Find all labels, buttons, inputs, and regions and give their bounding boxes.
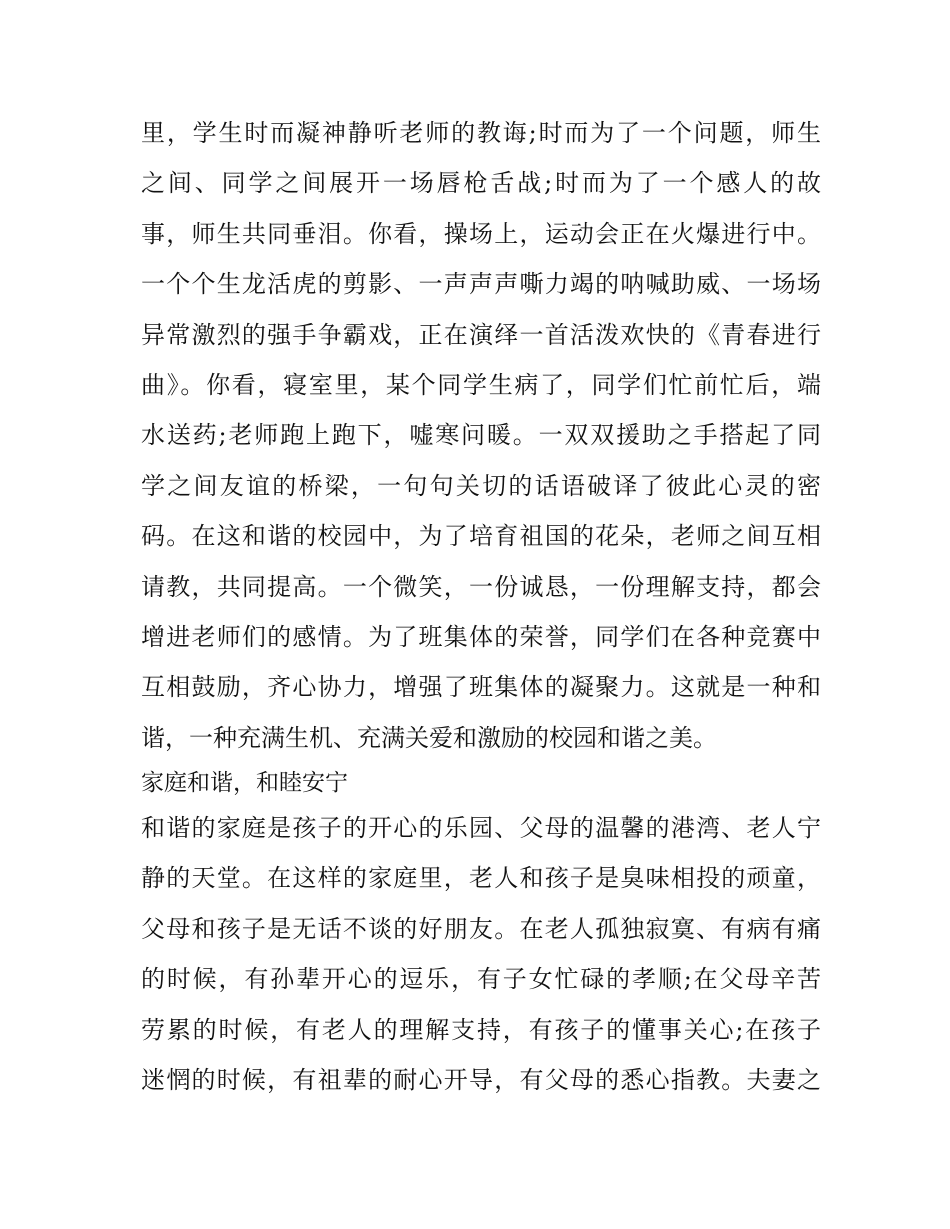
paragraph-line: 一个个生龙活虎的剪影、一声声声嘶力竭的呐喊助威、一场场 bbox=[141, 270, 821, 299]
paragraph-line: 迷惘的时候，有祖辈的耐心开导，有父母的悉心指教。夫妻之 bbox=[141, 1066, 821, 1095]
paragraph-line: 谐，一种充满生机、充满关爱和激励的校园和谐之美。 bbox=[141, 723, 717, 752]
paragraph-line: 和谐的家庭是孩子的开心的乐园、父母的温馨的港湾、老人宁 bbox=[141, 814, 821, 843]
paragraph-line: 码。在这和谐的校园中，为了培育祖国的花朵，老师之间互相 bbox=[141, 522, 821, 551]
paragraph-line: 里，学生时而凝神静听老师的教诲;时而为了一个问题，师生 bbox=[141, 119, 821, 147]
paragraph-line: 之间、同学之间展开一场唇枪舌战;时而为了一个感人的故 bbox=[141, 169, 821, 198]
paragraph-line: 互相鼓励，齐心协力，增强了班集体的凝聚力。这就是一种和 bbox=[141, 673, 821, 702]
paragraph-line: 劳累的时候，有老人的理解支持，有孩子的懂事关心;在孩子 bbox=[141, 1015, 821, 1044]
paragraph-line: 水送药;老师跑上跑下，嘘寒问暖。一双双援助之手搭起了同 bbox=[141, 421, 821, 450]
section-heading: 家庭和谐，和睦安宁 bbox=[141, 770, 348, 797]
paragraph-line: 异常激烈的强手争霸戏，正在演绎一首活泼欢快的《青春进行 bbox=[141, 320, 821, 349]
paragraph-line: 的时候，有孙辈开心的逗乐，有子女忙碌的孝顺;在父母辛苦 bbox=[141, 965, 821, 994]
paragraph-line: 静的天堂。在这样的家庭里，老人和孩子是臭味相投的顽童， bbox=[141, 864, 821, 893]
paragraph-line: 请教，共同提高。一个微笑，一份诚恳，一份理解支持，都会 bbox=[141, 572, 821, 601]
document-body bbox=[141, 108, 821, 1105]
paragraph-line: 事，师生共同垂泪。你看，操场上，运动会正在火爆进行中。 bbox=[141, 219, 821, 248]
paragraph-line: 父母和孩子是无话不谈的好朋友。在老人孤独寂寞、有病有痛 bbox=[141, 914, 821, 943]
paragraph-line: 学之间友谊的桥梁，一句句关切的话语破译了彼此心灵的密 bbox=[141, 471, 821, 500]
paragraph-line: 曲》。你看，寝室里，某个同学生病了，同学们忙前忙后，端 bbox=[141, 370, 821, 399]
paragraph-line: 增进老师们的感情。为了班集体的荣誉，同学们在各种竞赛中 bbox=[141, 622, 821, 651]
